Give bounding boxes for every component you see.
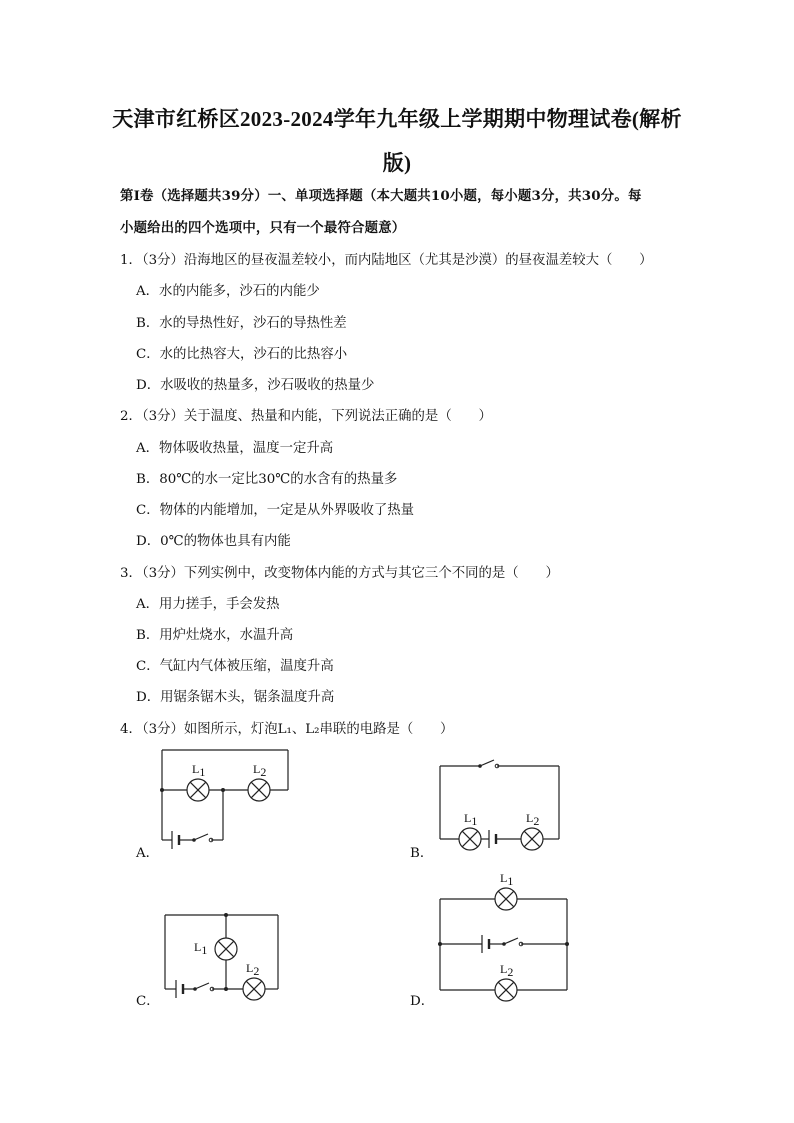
svg-text:L1: L1 xyxy=(194,940,208,957)
question-4-option-c[interactable]: C． xyxy=(136,994,160,1009)
question-2-option-c[interactable]: C．物体的内能增加，一定是从外界吸收了热量 xyxy=(136,503,415,518)
question-1-option-b[interactable]: B．水的导热性好，沙石的导热性差 xyxy=(136,316,347,331)
question-2-option-d[interactable]: D．0℃的物体也具有内能 xyxy=(136,534,291,549)
circuit-diagram-d xyxy=(432,868,577,1008)
page-title-line-2: 版) xyxy=(382,151,412,175)
lamp-l2-icon xyxy=(243,978,265,1000)
switch-contact-icon xyxy=(192,838,196,842)
section-heading-line-1: 第Ⅰ卷（选择题共39分）一、单项选择题（本大题共10小题，每小题3分，共30分。每 xyxy=(120,188,642,204)
circuit-diagram-a xyxy=(150,745,295,850)
battery-icon xyxy=(172,831,179,849)
svg-text:L2: L2 xyxy=(526,811,540,828)
lamp-l1-icon xyxy=(187,779,209,801)
question-1-option-d[interactable]: D．水吸收的热量多，沙石吸收的热量少 xyxy=(136,378,375,393)
question-4-option-a[interactable]: A． xyxy=(136,846,160,861)
battery-icon xyxy=(482,935,489,953)
question-2-option-b[interactable]: B．80℃的水一定比30℃的水含有的热量多 xyxy=(136,472,398,487)
svg-text:L1: L1 xyxy=(500,871,514,888)
svg-text:L1: L1 xyxy=(464,811,478,828)
section-heading-line-2: 小题给出的四个选项中，只有一个最符合题意） xyxy=(120,220,406,236)
question-3-option-c[interactable]: C．气缸内气体被压缩，温度升高 xyxy=(136,659,334,674)
lamp-l1-icon xyxy=(459,828,481,850)
question-3-option-d[interactable]: D．用锯条锯木头，锯条温度升高 xyxy=(136,690,335,705)
battery-icon xyxy=(489,830,496,848)
lamp-l2-icon xyxy=(248,779,270,801)
question-1-option-c[interactable]: C．水的比热容大，沙石的比热容小 xyxy=(136,347,348,362)
svg-text:L2: L2 xyxy=(253,762,267,779)
svg-text:L2: L2 xyxy=(246,961,260,978)
lamp-l2-icon xyxy=(521,828,543,850)
question-1-stem: 1．（3分）沿海地区的昼夜温差较小，而内陆地区（尤其是沙漠）的昼夜温差较大（ ） xyxy=(120,253,653,268)
question-3-option-a[interactable]: A．用力搓手，手会发热 xyxy=(136,597,280,612)
lamp-l1-icon xyxy=(215,938,237,960)
question-2-stem: 2．（3分）关于温度、热量和内能，下列说法正确的是（ ） xyxy=(120,409,492,424)
svg-text:L1: L1 xyxy=(192,762,206,779)
page-title-line-1: 天津市红桥区2023-2024学年九年级上学期期中物理试卷(解析 xyxy=(112,107,682,131)
lamp-l1-icon xyxy=(495,888,517,910)
lamp-l2-icon xyxy=(495,979,517,1001)
svg-text:L2: L2 xyxy=(500,962,514,979)
question-4-option-d[interactable]: D． xyxy=(410,994,435,1009)
battery-icon xyxy=(176,980,183,998)
question-2-option-a[interactable]: A．物体吸收热量，温度一定升高 xyxy=(136,441,334,456)
question-4-option-b[interactable]: B． xyxy=(410,846,434,861)
question-4-stem: 4．（3分）如图所示，灯泡L₁、L₂串联的电路是（ ） xyxy=(120,722,454,737)
question-3-stem: 3．（3分）下列实例中，改变物体内能的方式与其它三个不同的是（ ） xyxy=(120,566,559,581)
circuit-diagram-b xyxy=(432,758,567,858)
question-3-option-b[interactable]: B．用炉灶烧水，水温升高 xyxy=(136,628,294,643)
question-1-option-a[interactable]: A．水的内能多，沙石的内能少 xyxy=(136,284,320,299)
circuit-diagram-c xyxy=(158,910,283,1005)
